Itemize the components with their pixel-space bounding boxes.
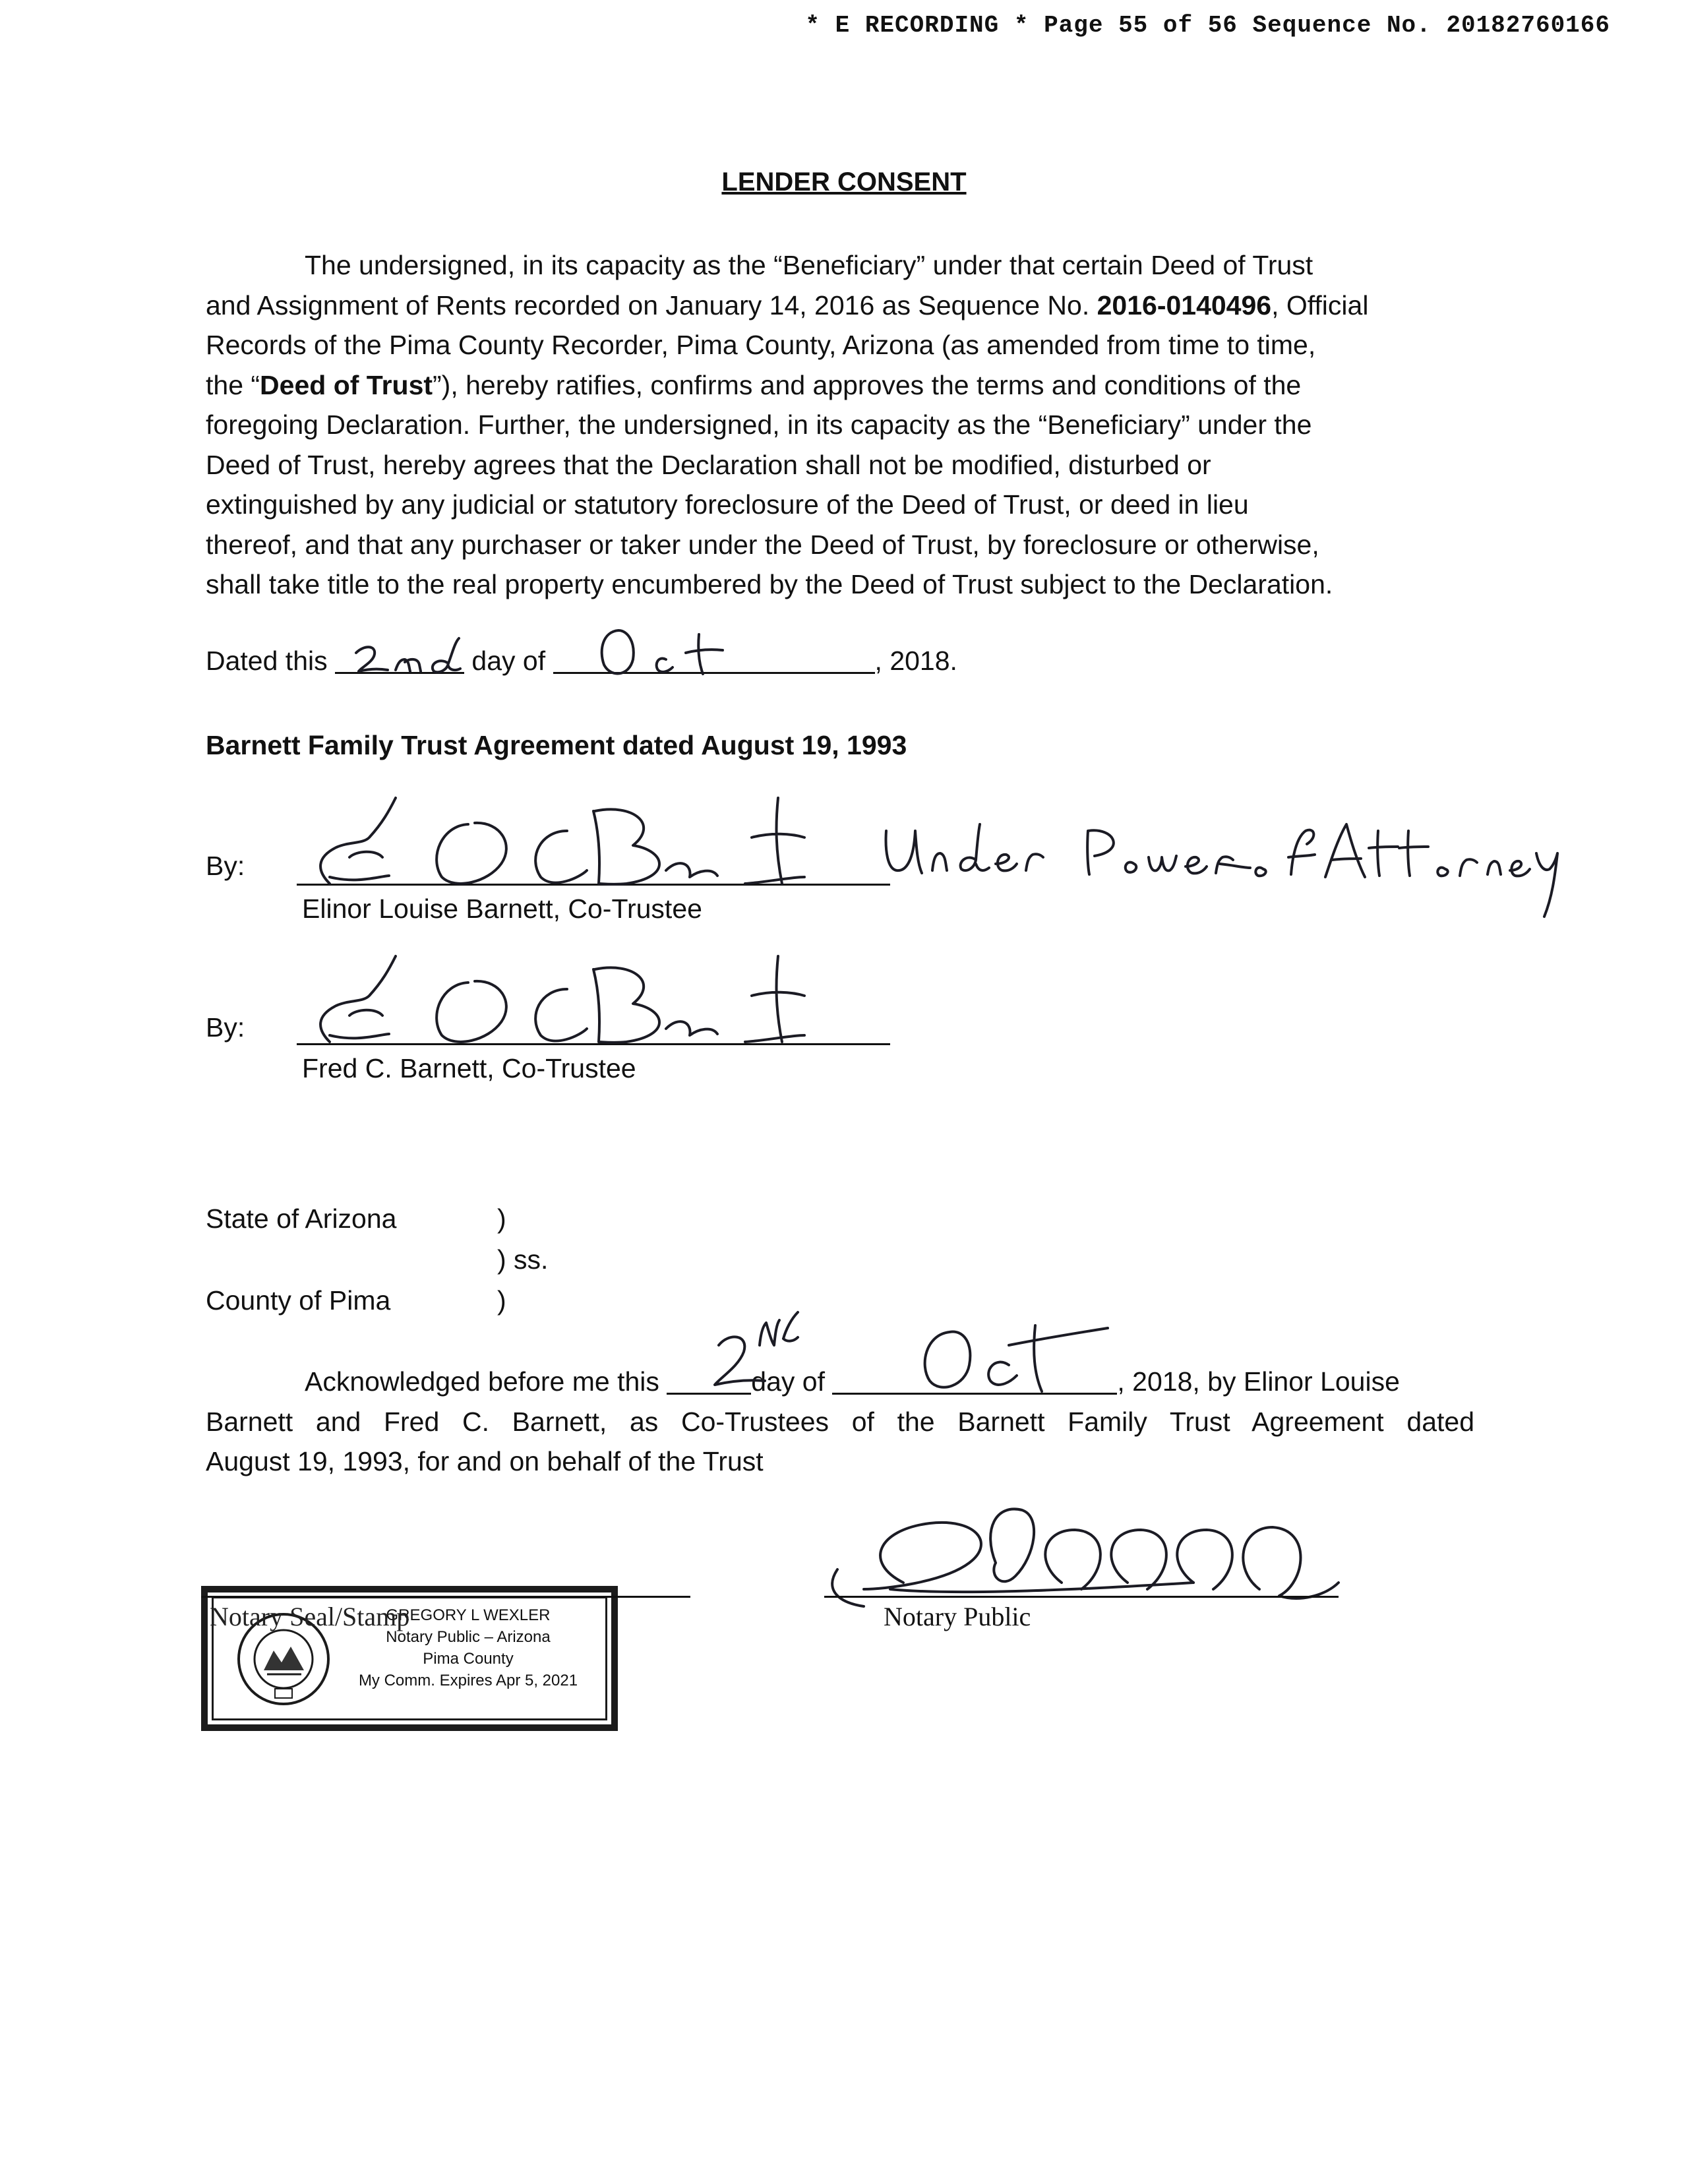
paragraph-line: foregoing Declaration. Further, the undersigned, in its capacity as the “Beneficiary” under the — [206, 410, 1312, 440]
paragraph-line: extinguished by any judicial or statutory foreclosure of the Deed of Trust, or deed in lieu — [206, 489, 1249, 520]
paragraph-text: , Official — [1271, 289, 1369, 320]
notary-signature-line — [824, 1596, 1339, 1598]
notary-public-label: Notary Public — [884, 1602, 1031, 1631]
notary-name: GREGORY L WEXLER — [386, 1606, 551, 1624]
venue-state: State of Arizona — [206, 1203, 397, 1234]
signer-name-elinor: Elinor Louise Barnett, Co-Trustee — [302, 894, 702, 924]
notary-title: Notary Public – Arizona — [386, 1628, 551, 1646]
paragraph-line — [206, 286, 1474, 326]
handwritten-day-2nd — [349, 633, 488, 686]
notary-seal-line — [201, 1596, 690, 1598]
signature-elinor-handwritten — [290, 785, 897, 897]
notary-county: Pima County — [423, 1650, 514, 1668]
signature-fred-handwritten — [290, 943, 897, 1055]
paragraph-text: the “ — [206, 369, 260, 400]
acknowledgment-line: Barnett and Fred C. Barnett, as Co-Trustees of the Barnett Family Trust Agreement dated — [206, 1406, 1474, 1437]
ack-mid: day of — [751, 1366, 825, 1397]
consent-paragraph — [206, 245, 1474, 605]
venue-paren: ) — [497, 1203, 506, 1234]
dated-line — [206, 641, 957, 681]
ack-suffix: , 2018, by Elinor Louise — [1117, 1366, 1400, 1397]
venue-ss: ) ss. — [497, 1244, 549, 1275]
paragraph-line: thereof, and that any purchaser or taker under the Deed of Trust, by foreclosure or otherwise, — [206, 529, 1319, 560]
deed-of-trust-term: Deed of Trust — [260, 369, 433, 400]
acknowledgment-line: August 19, 1993, for and on behalf of the Trust — [206, 1446, 764, 1476]
paragraph-line: Deed of Trust, hereby agrees that the Declaration shall not be modified, disturbed or — [206, 449, 1211, 480]
ack-prefix: Acknowledged before me this — [305, 1366, 659, 1397]
sequence-number: 2016-0140496 — [1097, 289, 1272, 320]
signature-by-label: By: — [206, 1012, 245, 1043]
handwritten-ack-month-oct — [910, 1312, 1134, 1398]
handwritten-ack-day-2nd — [706, 1306, 811, 1398]
handwritten-under-power-of-attorney — [877, 811, 1576, 930]
trust-name: Barnett Family Trust Agreement dated August 19, 1993 — [206, 730, 907, 760]
dated-suffix: , 2018. — [874, 646, 957, 676]
acknowledgment-line — [206, 1362, 1474, 1402]
paragraph-line: The undersigned, in its capacity as the “Beneficiary” under that certain Deed of Trust — [305, 250, 1313, 280]
recording-header: * E RECORDING * Page 55 of 56 Sequence No. 20182760166 — [805, 12, 1610, 39]
signature-by-label: By: — [206, 851, 245, 881]
page-title: LENDER CONSENT — [721, 167, 967, 197]
dated-mid: day of — [471, 646, 546, 676]
notary-commission-expires: My Comm. Expires Apr 5, 2021 — [358, 1672, 578, 1689]
dated-prefix: Dated this — [206, 646, 328, 676]
paragraph-text: ”), hereby ratifies, confirms and approves the terms and conditions of the — [433, 369, 1302, 400]
paragraph-line — [206, 365, 1474, 406]
paragraph-line: Records of the Pima County Recorder, Pima County, Arizona (as amended from time to time, — [206, 330, 1316, 360]
venue-paren: ) — [497, 1285, 506, 1316]
venue-county: County of Pima — [206, 1285, 391, 1316]
acknowledgment-paragraph — [206, 1362, 1474, 1482]
paragraph-line: shall take title to the real property encumbered by the Deed of Trust subject to the Declaration. — [206, 569, 1333, 599]
paragraph-text: and Assignment of Rents recorded on January 14, 2016 as Sequence No. — [206, 289, 1097, 320]
notary-seal-label: Notary Seal/Stamp — [210, 1602, 410, 1631]
handwritten-month-oct — [593, 624, 765, 683]
signer-name-fred: Fred C. Barnett, Co-Trustee — [302, 1053, 636, 1083]
